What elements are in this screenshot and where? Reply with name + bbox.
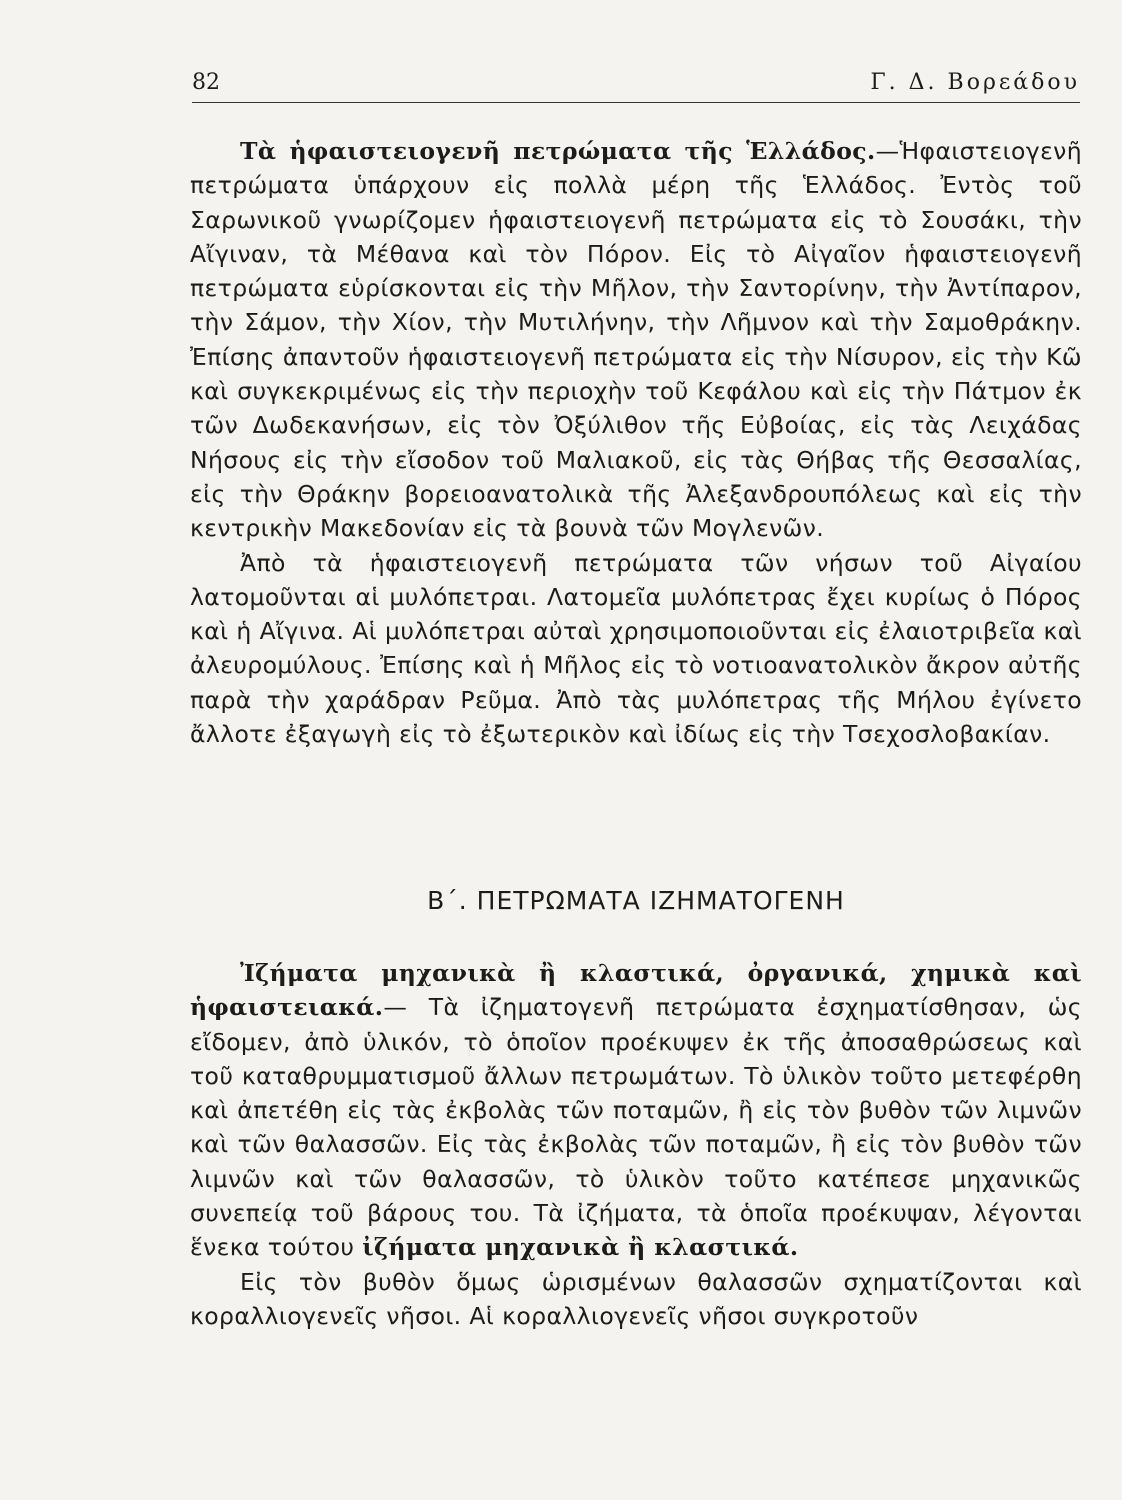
section-a-text bbox=[190, 134, 1082, 751]
header-rule bbox=[192, 102, 1080, 103]
section-heading: Β΄. ΠΕΤΡΩΜΑΤΑ ΙΖΗΜΑΤΟΓΕΝΗ bbox=[427, 886, 845, 915]
page-header bbox=[192, 66, 1080, 98]
paragraph-body: — Τὰ ἰζηματογενῆ πετρώματα ἐσχηματίσθησαν, ὡς εἴδομεν, ἀπὸ ὑλικόν, τὸ ὁποῖον προέκυψεν ἐκ τῆς ἀποσαθρώσεως καὶ τοῦ καταθρυμματισμοῦ ἄλλων πετρωμάτων. Τὸ ὑλικὸν τοῦτο μετεφέρθη καὶ ἀπετέθη εἰς τὰς ἐκβολὰς τῶν ποταμῶν, ἢ εἰς τὸν βυθὸν τῶν λιμνῶν καὶ τῶν θαλασσῶν. Εἰς τὰς ἐκβολὰς τῶν ποταμῶν, ἢ εἰς τὸν βυθὸν τῶν λιμνῶν καὶ τῶν θαλασσῶν, τὸ ὑλικὸν τοῦτο κατέπεσε μηχανικῶς συνεπείᾳ τοῦ βάρους του. Τὰ ἰζήματα, τὰ ὁποῖα προέκυψαν, λέγονται ἕνεκα τούτου bbox=[190, 993, 1082, 1262]
paragraph-body: Ἀπὸ τὰ ἡφαιστειογενῆ πετρώματα τῶν νήσων τοῦ Αἰγαίου λατομοῦνται αἱ μυλόπετραι. Λατομεῖα μυλόπετρας ἔχει κυρίως ὁ Πόρος καὶ ἡ Αἴγινα. Αἱ μυλόπετραι αὐταὶ χρησιμοποιοῦνται εἰς ἐλαιοτριβεῖα καὶ ἀλευρομύλους. Ἐπίσης καὶ ἡ Μῆλος εἰς τὸ νοτιοανατολικὸν ἄκρον αὐτῆς παρὰ τὴν χαράδραν Ρεῦμα. Ἀπὸ τὰς μυλόπετρας τῆς Μήλου ἐγίνετο ἄλλοτε ἐξαγωγὴ εἰς τὸ ἐξωτερικὸν καὶ ἰδίως εἰς τὴν Τσεχοσλοβακίαν. bbox=[190, 548, 1082, 749]
paragraph-body: —Ἡφαιστειογενῆ πετρώματα ὑπάρχουν εἰς πολλὰ μέρη τῆς Ἑλλάδος. Ἐντὸς τοῦ Σαρωνικοῦ γνωρίζομεν ἡφαιστειογενῆ πετρώματα εἰς τὸ Σουσάκι, τὴν Αἴγιναν, τὰ Μέθανα καὶ τὸν Πόρον. Εἰς τὸ Αἰγαῖον ἡφαιστειογενῆ πετρώματα εὑρίσκονται εἰς τὴν Μῆλον, τὴν Σαντορίνην, τὴν Ἀντίπαρον, τὴν Σάμον, τὴν Χίον, τὴν Μυτιλήνην, τὴν Λῆμνον καὶ τὴν Σαμοθράκην. Ἐπίσης ἀπαντοῦν ἡφαιστειογενῆ πετρώματα εἰς τὴν Νίσυρον, εἰς τὴν Κῶ καὶ συγκεκριμένως εἰς τὴν περιοχὴν τοῦ Κεφάλου καὶ εἰς τὴν Πάτμον ἐκ τῶν Δωδεκανήσων, εἰς τὸν Ὀξύλιθον τῆς Εὐβοίας, εἰς τὰς Λειχάδας Νήσους εἰς τὴν εἴσοδον τοῦ Μαλιακοῦ, εἰς τὰς Θήβας τῆς Θεσσαλίας, εἰς τὴν Θράκην βορειοανατολικὰ τῆς Ἀλεξανδρουπόλεως καὶ εἰς τὴν κεντρικὴν Μακεδονίαν εἰς τὰ βουνὰ τῶν Μογλενῶν. bbox=[190, 137, 1082, 543]
paragraph-title: Ἰζήματα μηχανικὰ ἢ κλαστικά, ὀργανικά, χημικὰ καὶ ἡφαιστειακά. bbox=[190, 959, 1082, 1022]
paragraph bbox=[190, 546, 1082, 752]
running-head: Γ. Δ. Βορεάδου bbox=[870, 70, 1080, 95]
paragraph bbox=[190, 956, 1082, 1265]
paragraph-body: Εἰς τὸν βυθὸν ὅμως ὡρισμένων θαλασσῶν σχηματίζονται καὶ κοραλλιογενεῖς νῆσοι. Αἱ κοραλλιογενεῖς νῆσοι συγκροτοῦν bbox=[190, 1267, 1082, 1330]
paragraph bbox=[190, 1265, 1082, 1334]
page-number: 82 bbox=[192, 70, 220, 95]
paragraph-title: Τὰ ἡφαιστειογενῆ πετρώματα τῆς Ἑλλάδος. bbox=[240, 137, 876, 165]
section-b-text bbox=[190, 956, 1082, 1333]
defined-term: ἰζήματα μηχανικὰ ἢ κλαστικά. bbox=[362, 1233, 799, 1262]
paragraph bbox=[190, 134, 1082, 546]
